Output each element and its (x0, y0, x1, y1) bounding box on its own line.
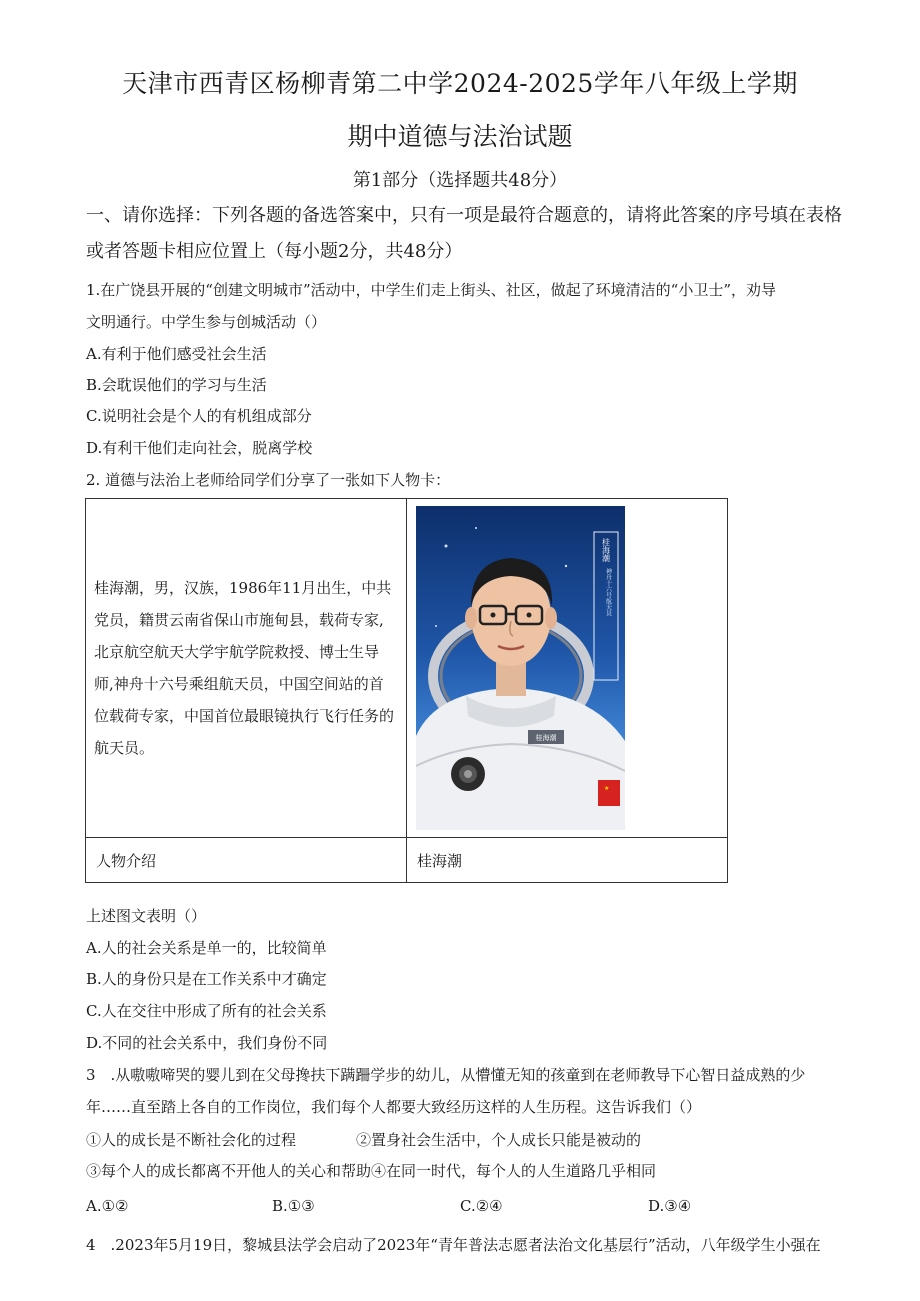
q1-option-c: C.说明社会是个人的有机组成部分 (86, 407, 312, 425)
astronaut-photo (416, 506, 625, 830)
q3-option-c: C.②④ (460, 1197, 503, 1215)
q2-question: 上述图文表明（） (86, 907, 207, 925)
section-instruction: 一、请你选择：下列各题的备选答案中，只有一项是最符合题意的，请将此答案的序号填在表格或者答题卡相应位置上（每小题2分，共48分） (86, 205, 842, 262)
q1-option-d: D.有利干他们走向社会，脱离学校 (86, 439, 313, 457)
q2-option-c: C.人在交往中形成了所有的社会关系 (86, 1002, 327, 1020)
q3-stem-line1: 3 .从嗷嗷啼哭的婴儿到在父母搀扶下蹒跚学步的幼儿，从懵懂无知的孩童到在老师教导下心智日益成熟的少 (86, 1066, 806, 1084)
q1-option-b: B.会耽误他们的学习与生活 (86, 376, 267, 394)
astronaut-illustration (416, 506, 625, 830)
q1-stem-line2: 文明通行。中学生参与创城活动（） (86, 313, 327, 331)
q3-stem-line2: 年……直至踏上各自的工作岗位，我们每个人都要大致经历这样的人生历程。这告诉我们（） (86, 1098, 702, 1116)
q3-item-2: ②置身社会生活中，个人成长只能是被动的 (356, 1131, 642, 1149)
person-intro-text: 桂海潮，男，汉族，1986年11月出生，中共党员，籍贯云南省保山市施甸县，载荷专家,北京航空航天大学宇航学院救授、博士生导师,神舟十六号乘组航天员，中国空间站的首位载荷专家，中国首位最眼镜执行飞行任务的航天员。 (94, 579, 395, 757)
q2-option-d: D.不同的社会关系中，我们身份不同 (86, 1034, 328, 1052)
svg-text:★: ★ (604, 785, 610, 792)
photo-caption-name: 桂海潮 (601, 538, 611, 562)
person-card-table (85, 498, 728, 883)
name-badge: 桂海潮 (535, 734, 557, 742)
q3-option-d: D.③④ (648, 1197, 692, 1215)
part-heading: 第1部分（选择题共48分） (352, 170, 568, 191)
q3-option-b: B.①③ (272, 1197, 315, 1215)
card-label-left: 人物介绍 (86, 838, 407, 883)
exam-title-line2: 期中道德与法治试题 (347, 122, 573, 151)
q2-stem: 2. 道德与法治上老师给同学们分享了一张如下人物卡： (86, 471, 451, 489)
q2-option-b: B.人的身份只是在工作关系中才确定 (86, 970, 327, 988)
q3-items-3-4: ③每个人的成长都离不开他人的关心和帮助④在同一时代，每个人的人生道路几乎相同 (86, 1162, 657, 1180)
q3-item-1: ①人的成长是不断社会化的过程 (86, 1131, 297, 1149)
photo-caption-sub: 神舟十六号航天员 (604, 568, 612, 616)
q3-option-a: A.①② (86, 1197, 129, 1215)
card-label-right: 桂海潮 (407, 838, 728, 883)
person-intro-cell (86, 499, 407, 838)
q4-stem-line1: 4 .2023年5月19日，黎城县法学会启动了2023年“青年普法志愿者法治文化基层行”活动，八年级学生小强在 (86, 1236, 821, 1254)
q1-option-a: A.有利于他们感受社会生活 (86, 345, 267, 363)
exam-title-line1: 天津市西青区杨柳青第二中学2024-2025学年八年级上学期 (122, 69, 798, 98)
q2-option-a: A.人的社会关系是单一的，比较简单 (86, 939, 327, 957)
person-photo-cell (407, 499, 728, 838)
q1-stem-line1: 1.在广饶县开展的“创建文明城市”活动中，中学生们走上街头、社区，做起了环境清洁的“小卫士”，劝导 (86, 281, 776, 299)
